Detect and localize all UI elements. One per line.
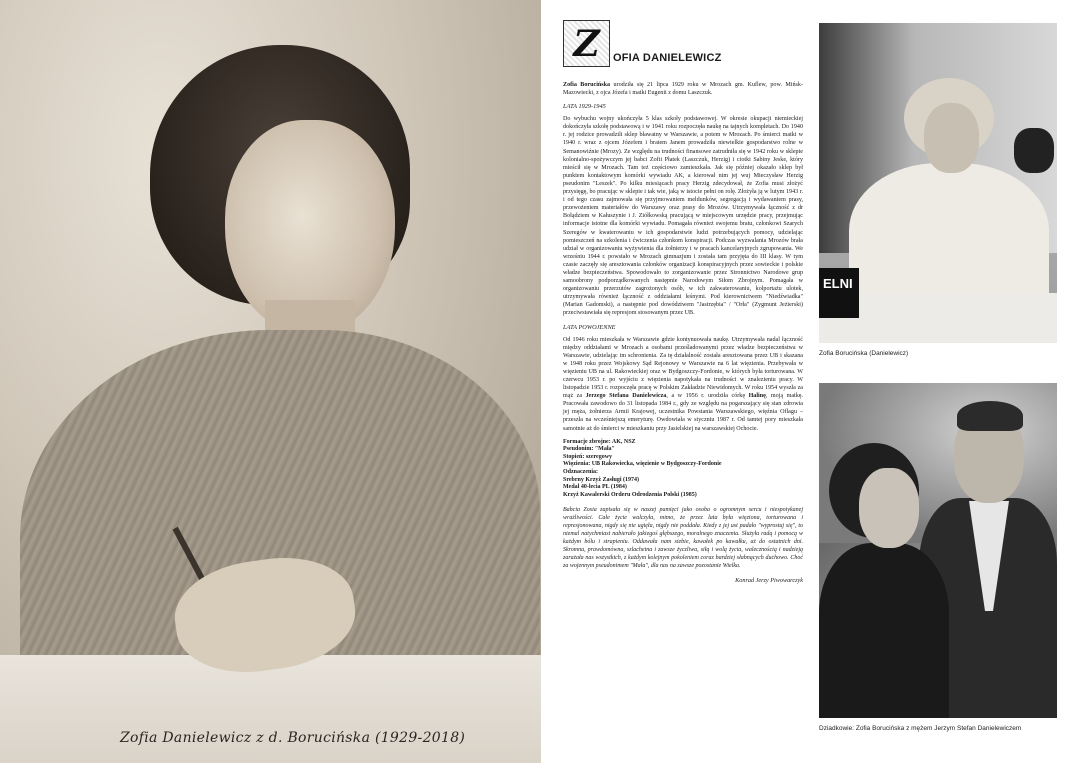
- fact-item: Krzyż Kawalerski Orderu Odrodzenia Polski (1985): [563, 491, 697, 498]
- husband-name: Jerzego Stefana Danielewicza: [585, 393, 667, 400]
- daughter-name: Halinę: [748, 393, 766, 400]
- body2-part-b: , a w 1956 r. urodziła córkę: [666, 393, 749, 400]
- body2-part-a: Od 1946 roku mieszkała w Warszawie gdzie kontynuowała naukę. Utrzymywała nadal łączność między oddziałami w Mrozach a osobami prześladowanymi przez władze bezpieczeństwa w Warszawie, udzielając im schronienia. Za tę działalność została aresztowana przez UB i skazana w 1948 roku przez Wojskowy Sąd Rejonowy w Warszawie na 6 lat więzienia. Przebywała w więzieniu UB na ul. Rakowieckiej oraz w Bydgoszczy-Fordonie, w których była torturowana. W czerwcu 1953 r. po wyjściu z więzienia napotykała na trudności w znalezieniu pracy. W listopadzie 1953 r. rozpoczęła pracę w Polskim Zakładzie Niewidomych. W roku 1954 wyszła za mąż za: [563, 336, 803, 400]
- section-heading-2: LATA POWOJENNE: [563, 323, 616, 331]
- photo-office-sign: ELNI: [819, 268, 859, 318]
- portrait-paper: [0, 655, 541, 763]
- photo-couple-woman-dress: [819, 543, 949, 718]
- photo-caption-1: Zofia Borucińska (Danielewicz): [819, 350, 909, 357]
- fact-item: Więzienia: UB Rakowiecka, więzienie w Bydgoszczy-Fordonie: [563, 461, 722, 468]
- photo-office-face: [924, 103, 979, 173]
- body-paragraph-1: Do wybuchu wojny ukończyła 5 klas szkoły podstawowej. W okresie okupacji niemieckiej dokończyła szkołę podstawową i w 1941 roku rozpoczęła naukę na tajnych kompletach. Do 1940 r. jej rodzice prowadzili sklep bławatny w Warszawie, a potem w Mrozach. Po śmierci matki w 1940 r. wraz z ojcem Józefem i bratem Janem prowadziła niewielkie gospodarstwo rolne w Semanowiźnie (Mrozy). Ze względu na trudności finansowe zatrudniła się w 1942 roku w sklepie kolonialno-spożywczym jej babci Zofii Płatek (Laszczuk, Herzig) i ciotki Sabiny Jeske, który mieścił się w Mrozach. Tam też częściowo zamieszkała. Jak się później okazało sklep był punktem kontaktowym komórki wywiadu AK, a kierował nim jej wuj Mieczysław Herzig pseudonim "Leszek". Po kilku miesiącach pracy Herzig zdecydował, że Zofia musi złożyć przysięgę, bo pracując w sklepie i tak wie, jaką w istocie pełni on rolę. Złożyła ją w lutym 1943 r. i od tego czasu zajmowała się przyjmowaniem meldunków, segregacją i wydawaniem prasy, przewożeniem materiałów do Warszawy oraz prasy do Mrozów. Utrzymywała łączność z dr Bołądziem w Kałuszynie i J. Ziółkowską pracującą w miejscowym urzędzie pracy, przejmując informacje istotne dla komórki wywiadu. Pomagała również swojemu bratu, członkowi Szarych Szeregów w kwaterowaniu w ich gospodarstwie ludzi potrzebujących pomocy, udzielając pomieszczeń na szkolenia i ćwiczenia członkom konspiracji. Podczas wyzwalania Mrozów brała udział w organizowaniu wyżywienia dla żołnierzy i w pracach kancelaryjnych zgrupowania. We wrześniu 1944 r. powstało w Mrozach gimnazjum i została tam przyjęta do III klasy. W tym czasie zaczęły się aresztowania członków organizacji konspiracyjnych przez sowieckie i polskie władze bezpieczeństwa. Spowodowało to zorganizowanie przez Stronnictwo Narodowe grup samoobrony podporządkowanych następnie Narodowym Siłom Zbrojnym. Pomagała w organizowaniu przerzutów zagrożonych osób, w ich zakwaterowaniu, kolportażu ulotek, utrzymywała również łączność z oddziałami leśnymi. Pod kierownictwem "Niedźwiadka" (Marian Gadomski), a następnie pod dowództwem "Jastrzębia" / "Orła" (Zygmunt Jeżierski) przeciwstawiała się represjom stosowanym przez UB.: [563, 116, 803, 317]
- photo-caption-2: Dziadkowie: Zofia Borucińska z mężem Jerzym Stefan Danielewiczem: [819, 725, 1022, 732]
- photo-couple-woman-face: [859, 468, 919, 548]
- title-row: [563, 20, 803, 67]
- fact-item: Medal 40-lecia PL (1984): [563, 484, 627, 491]
- article-title: OFIA DANIELEWICZ: [613, 52, 722, 64]
- body-paragraph-2: [563, 336, 803, 433]
- body2-part-c: , moją matkę. Pracowała zawodowo do 31 listopada 1984 r., gdy ze względu na pogarszający się stan zdrowia jej męża, żołnierza Armii Krajowej, uczestnika Powstania Warszawskiego, więźnia Oflagu – przeszła na wcześniejszą emeryturę. Owdowiała w styczniu 1987 r. Od tamtej pory mieszkała samotnie aż do śmierci w mieszkaniu przy Jasielskiej na warszawskiej Ochocie.: [563, 393, 803, 432]
- article: [563, 20, 803, 584]
- fact-item: Srebrny Krzyż Zasługi (1974): [563, 476, 640, 483]
- fact-item: Pseudonim: "Mała": [563, 446, 615, 453]
- intro-name: Zofia Borucińska: [563, 82, 611, 88]
- photo-office: [819, 23, 1057, 343]
- photo-couple-man-hair: [957, 401, 1023, 431]
- portrait-signature: Zofia Danielewicz z d. Borucińska (1929-2018): [120, 730, 466, 746]
- fact-item: Formacje zbrojne: AK, NSZ: [563, 438, 636, 445]
- photo-office-sweater: [849, 163, 1049, 313]
- fact-item: Odznaczenia:: [563, 469, 598, 476]
- photo-couple: [819, 383, 1057, 718]
- intro-text: urodziła się 21 lipca 1929 roku w Mrozach gm. Kuflew, pow. Mińsk-Mazowiecki, z ojca Józefa i matki Eugenii z domu Laszczuk.: [563, 82, 803, 97]
- facts-list: [563, 439, 803, 500]
- telephone-icon: [1014, 128, 1054, 173]
- fact-item: Stopień: szeregowy: [563, 453, 613, 460]
- memorial-quote: Babcia Zosia zapisała się w naszej pamięci jako osoba o ogromnym sercu i niespotykanej wrażliwości. Całe życie walczyła, mimo, że przez lata była więziona, torturowana i represjonowana, nigdy się nie ugięła, nigdy nie poddała. Kiedy z jej ust padało "wyprostuj się", to niemal natychmiast nabierało jakiegoś głębszego, moralnego znaczenia. Służyła radą i pomocą w każdym bólu i strapieniu. Oddawała nam siebie, kawałek po kawałku, aż do ostatnich dni. Skromna, prawdomówna, szlachetna i zawsze życzliwa, siłą i wolą życia, walecznością i nadzieją zarażała nas wszystkich, z każdym kolejnym pokoleniem coraz bardziej słabnących duchowo. Choć za wojennym pseudonimem "Mała", dla nas na zawsze pozostanie Wielka.: [563, 507, 803, 569]
- section-heading-1: LATA 1929-1945: [563, 103, 606, 111]
- quote-author: Konrad Jerzy Piwowarczyk: [735, 576, 803, 584]
- dropcap: Z: [563, 20, 610, 67]
- intro-paragraph: [563, 81, 803, 97]
